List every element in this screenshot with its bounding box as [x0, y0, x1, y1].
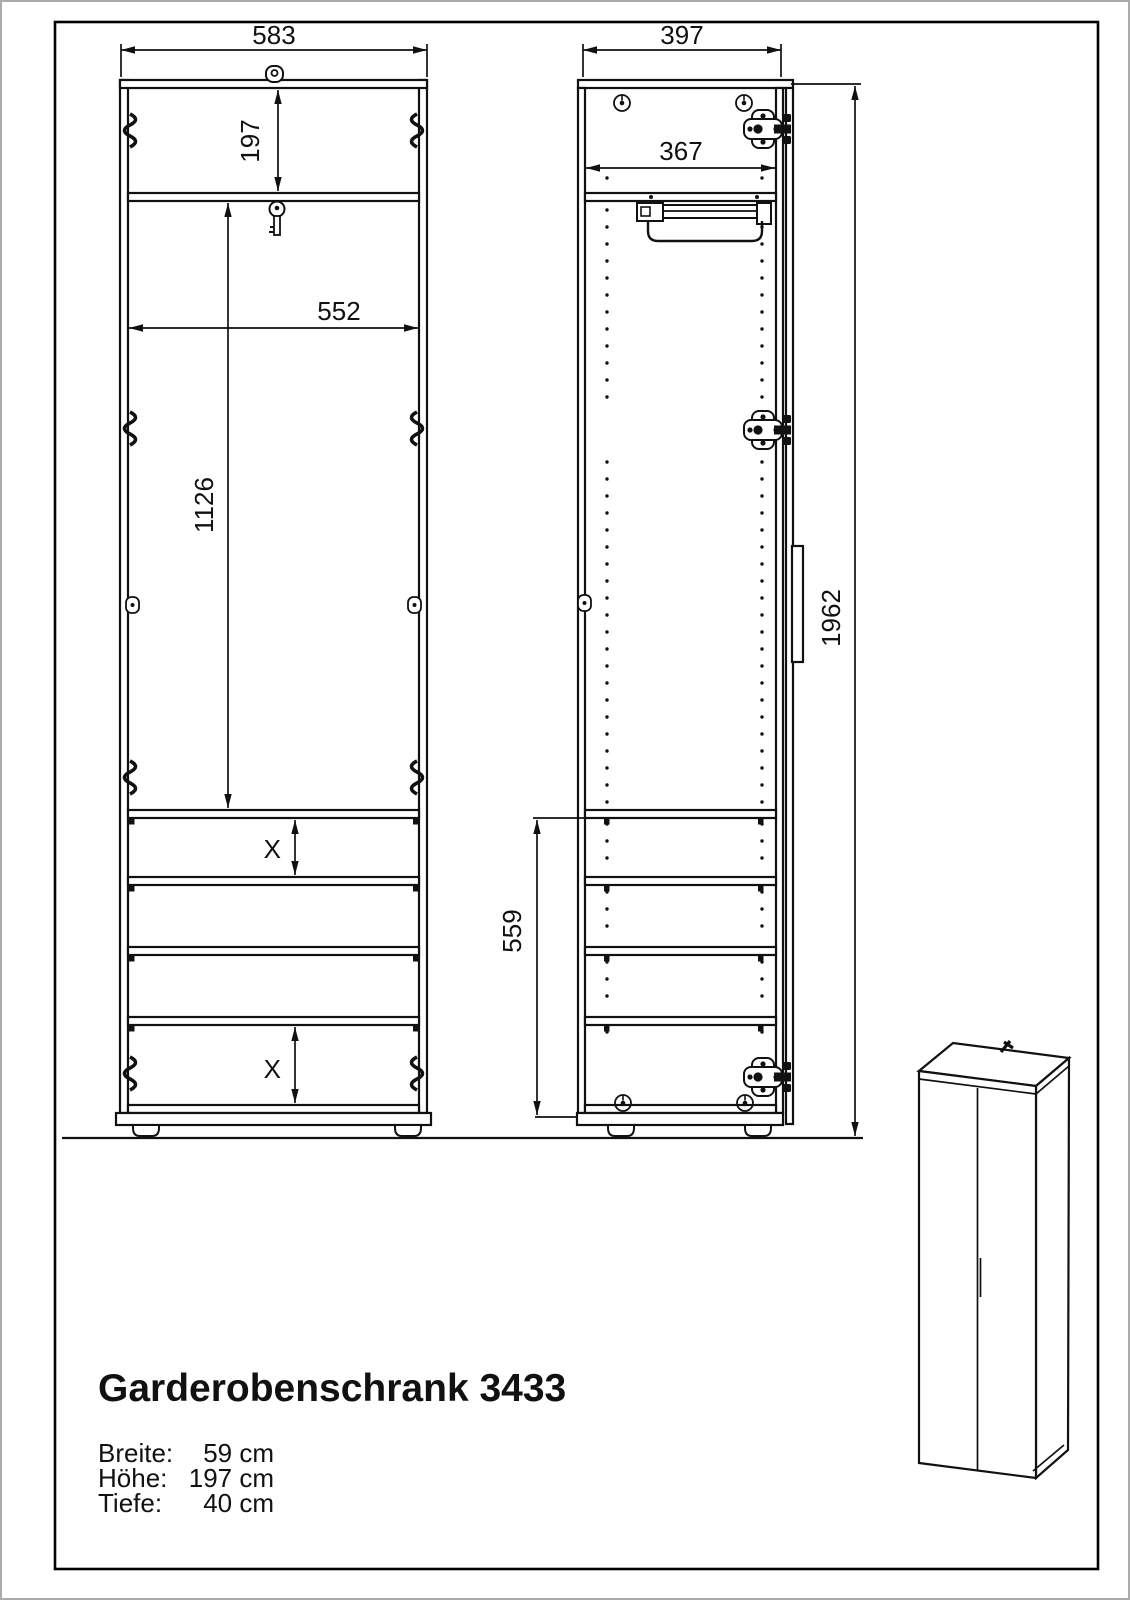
dim-total-depth: 397 [660, 20, 704, 50]
shelf-2 [128, 877, 419, 885]
title-block [98, 1367, 566, 1518]
product-title: Garderobenschrank 3433 [98, 1367, 567, 1410]
perspective-view [919, 1041, 1069, 1478]
shelf-pin [413, 819, 419, 825]
cam-lock-icon [736, 95, 752, 111]
shelf-1 [128, 810, 419, 818]
shelf-1 [585, 810, 776, 818]
dim-lower-section-height: 559 [497, 909, 527, 953]
bottom-panel [585, 1105, 776, 1113]
peg-icon [126, 597, 139, 613]
bottom-panel [128, 1105, 419, 1113]
dim-middle-section-height: 1126 [189, 477, 219, 533]
shelf-pin [758, 819, 764, 825]
right-side-panel [419, 80, 427, 1113]
spec-label-tiefe: Tiefe: [98, 1488, 163, 1518]
plinth [116, 1113, 431, 1125]
shelf-pin [413, 886, 419, 892]
plinth [577, 1113, 783, 1125]
dim-inner-depth: 367 [659, 136, 703, 166]
shelf-2 [585, 877, 776, 885]
dim-total-width: 583 [252, 20, 296, 50]
hinge-icon [744, 110, 791, 148]
shelf-pin [604, 886, 610, 892]
spec-label-breite: Breite: [98, 1438, 174, 1468]
hinge-icon [744, 411, 791, 449]
shelf-pin [758, 1026, 764, 1032]
shelf-pin [604, 819, 610, 825]
shelf-4 [585, 1017, 776, 1025]
side-view [577, 80, 803, 1136]
front-view [116, 66, 431, 1136]
shelf-pin [604, 1026, 610, 1032]
hinge-icon [744, 1058, 791, 1096]
wall-hook-icon [266, 66, 283, 82]
shelf-pin [413, 956, 419, 962]
cabinet-foot [608, 1125, 634, 1136]
left-side-panel [120, 80, 128, 1113]
dim-upper-drawer-x: X [263, 834, 281, 864]
spec-value-hoehe: 197 cm [188, 1463, 274, 1493]
front-edge [776, 88, 783, 1113]
peg-icon [578, 595, 591, 611]
dim-lower-drawer-x: X [263, 1054, 281, 1084]
key-icon [269, 202, 285, 236]
shelf-4 [128, 1017, 419, 1025]
shelf-3 [585, 947, 776, 955]
shelf-pin [129, 956, 135, 962]
side-face [1036, 1058, 1069, 1478]
spec-value-breite: 59 cm [203, 1438, 274, 1468]
shelf-pin [758, 886, 764, 892]
spec-label-hoehe: Höhe: [98, 1463, 168, 1493]
peg-icon [408, 597, 421, 613]
shelf-pin [129, 819, 135, 825]
cam-lock-icon [614, 95, 630, 111]
dimension-annotations [121, 20, 861, 1136]
dim-inner-width: 552 [317, 296, 361, 326]
spec-value-tiefe: 40 cm [203, 1488, 274, 1518]
door-handle [792, 546, 803, 662]
cabinet-foot [745, 1125, 771, 1136]
cabinet-foot [395, 1125, 421, 1136]
shelf-pin [129, 886, 135, 892]
fixed-shelf [585, 193, 776, 201]
fixed-shelf [128, 193, 419, 201]
top-panel [578, 80, 793, 88]
dim-total-height: 1962 [816, 589, 846, 647]
shelf-3 [128, 947, 419, 955]
shelf-pin [758, 956, 764, 962]
cabinet-foot [133, 1125, 159, 1136]
shelf-pin [413, 1026, 419, 1032]
dim-top-section-height: 197 [235, 119, 265, 163]
shelf-pin [129, 1026, 135, 1032]
shelf-pin [604, 956, 610, 962]
